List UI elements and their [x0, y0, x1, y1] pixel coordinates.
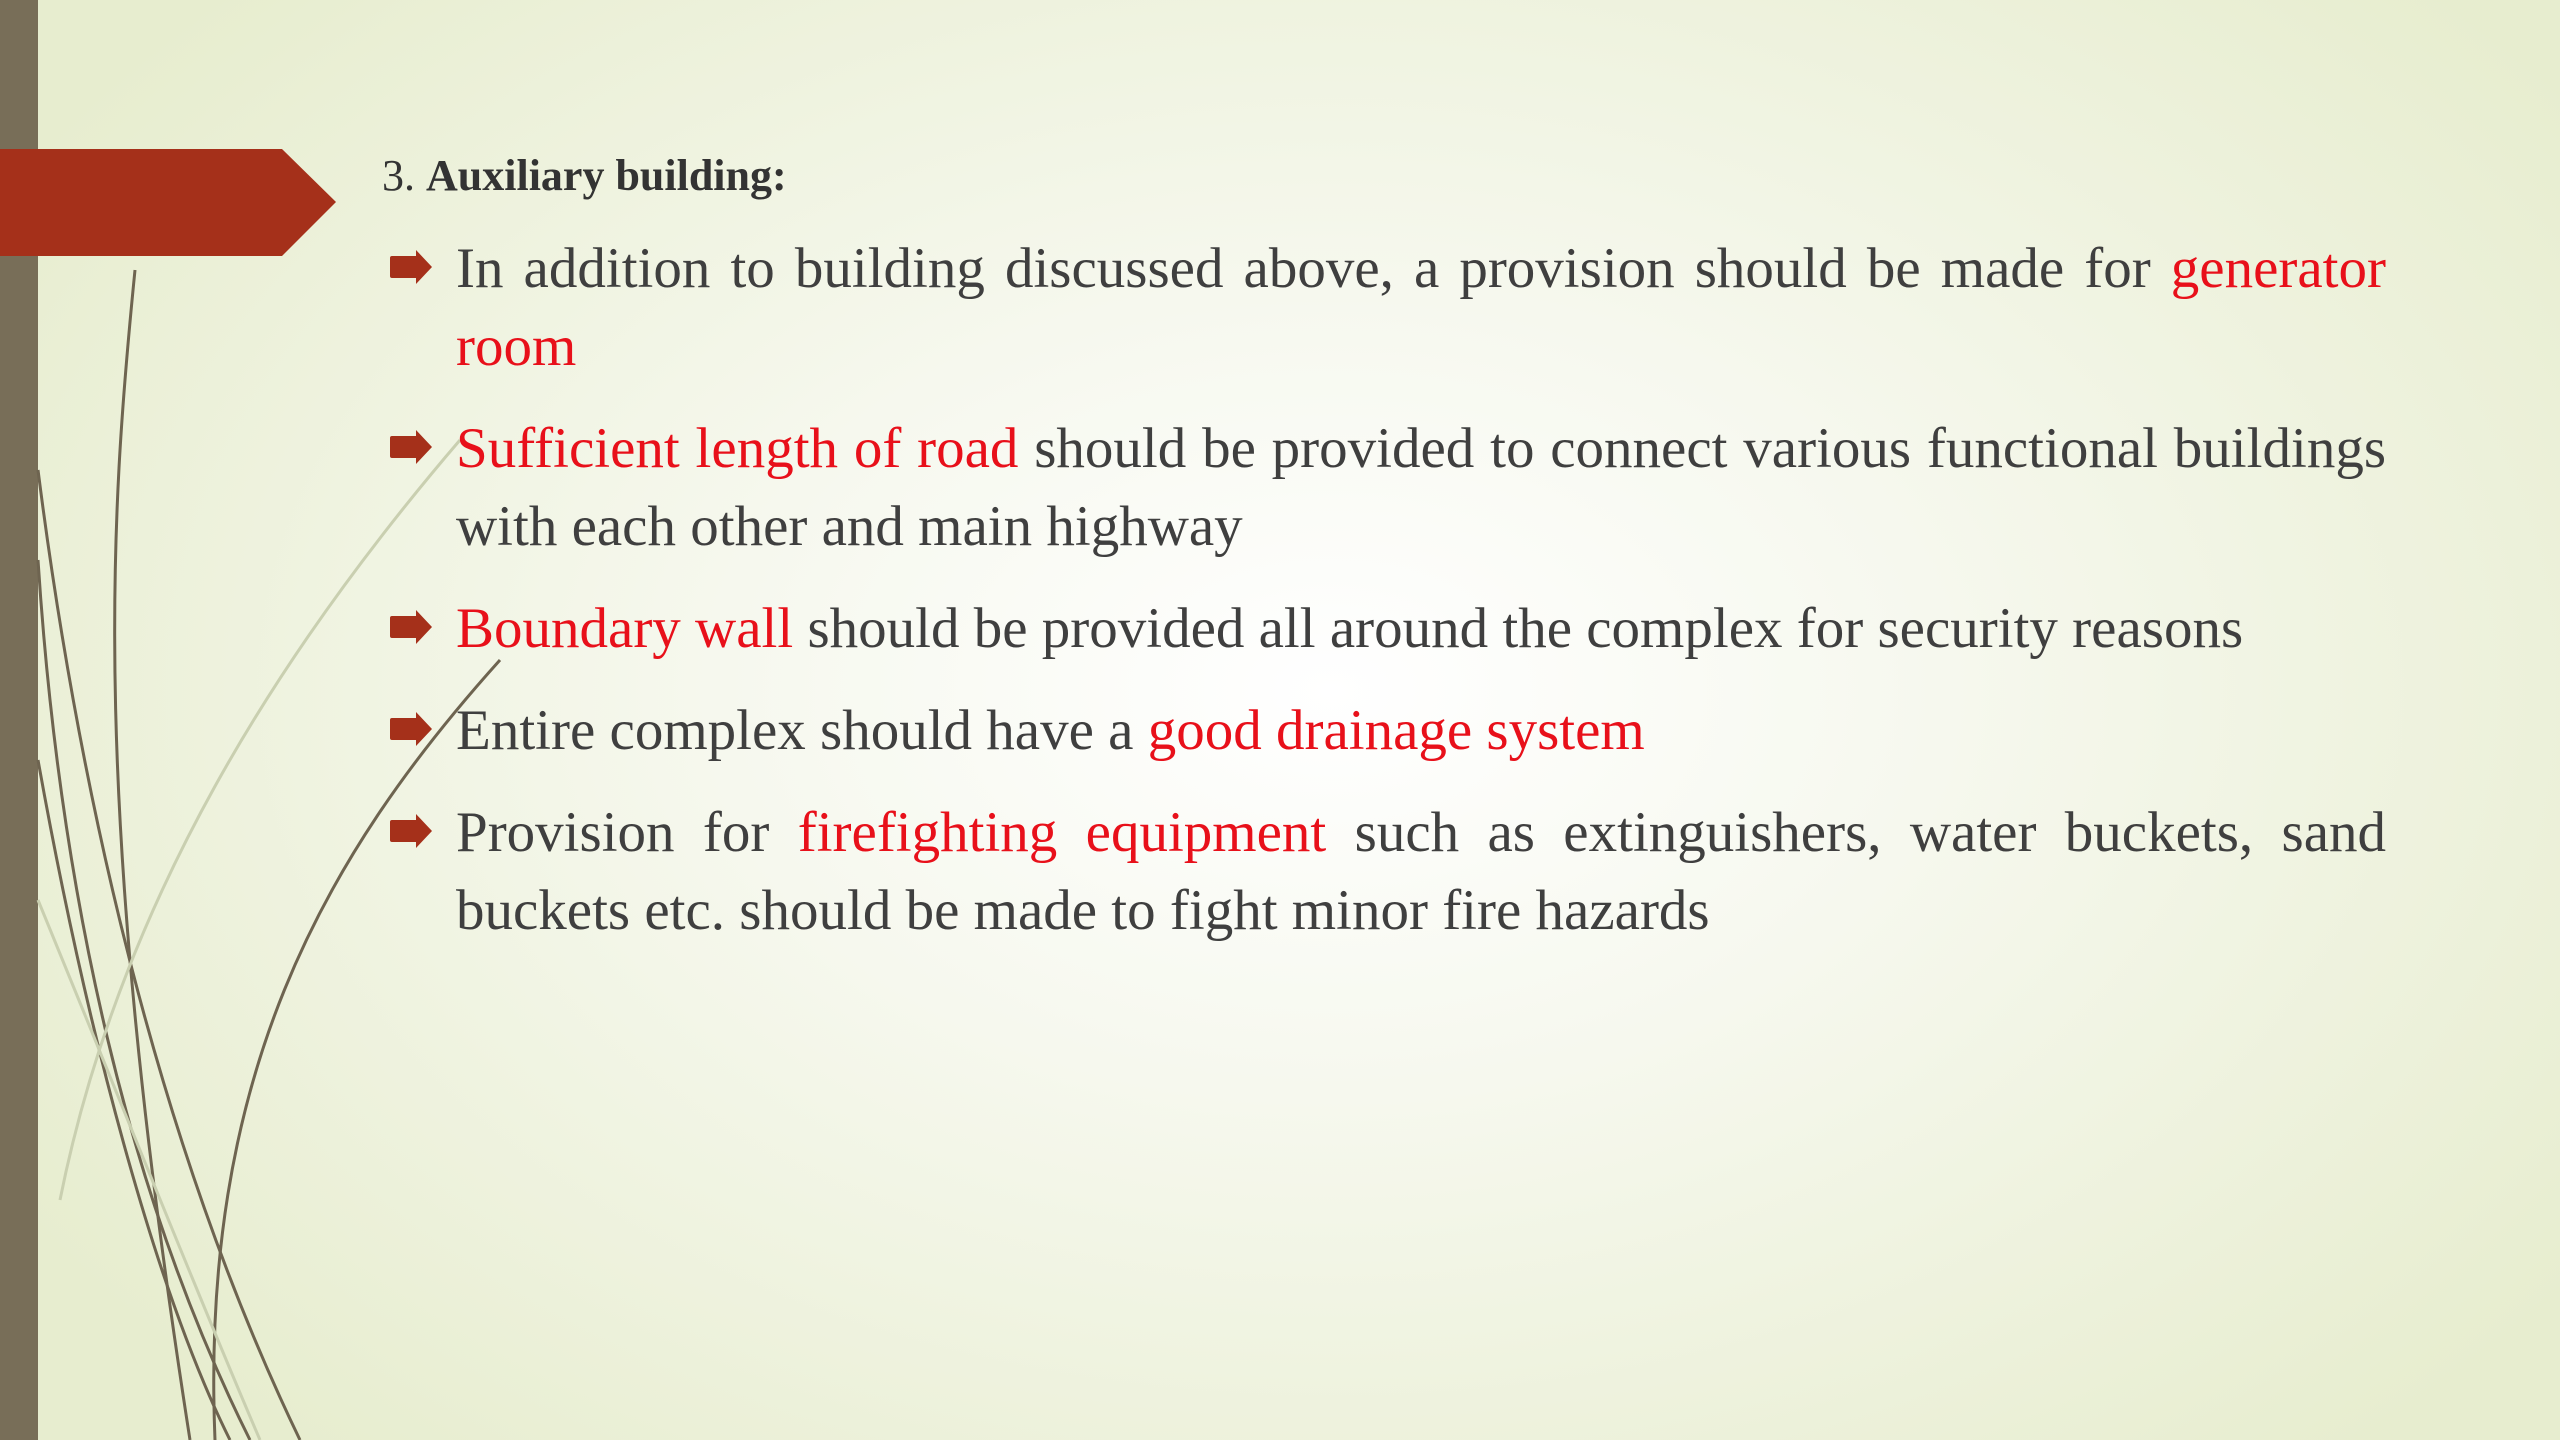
slide-title: [382, 150, 787, 203]
highlighted-text: good drainage system: [1147, 699, 1645, 762]
highlighted-text: generator room: [456, 237, 2386, 378]
title-tab-shape: [0, 149, 336, 256]
highlighted-text: firefighting equipment: [797, 801, 1327, 864]
bullet-list: [386, 230, 2386, 974]
bullet-text: should be provided to connect various functional buildings with each other and main highway: [456, 417, 2386, 558]
bullet-item: [386, 230, 2386, 386]
bullet-text: should be provided all around the complex for security reasons: [793, 597, 2244, 660]
title-number: 3.: [382, 151, 415, 200]
title-label: Auxiliary building:: [426, 151, 787, 200]
bullet-item: [386, 410, 2386, 566]
arrow-bullet-icon: [386, 712, 434, 746]
highlighted-text: Sufficient length of road: [456, 417, 1019, 480]
bullet-text: Provision for: [456, 801, 798, 864]
bullet-text: In addition to building discussed above, a provision should be made for: [456, 237, 2171, 300]
bullet-item: [386, 590, 2386, 668]
bullet-text: Entire complex should have a: [456, 699, 1148, 762]
bullet-item: [386, 794, 2386, 950]
arrow-bullet-icon: [386, 814, 434, 848]
bullet-text: such as extinguishers, water buckets, sand buckets etc. should be made to fight minor fire hazards: [456, 801, 2387, 942]
arrow-bullet-icon: [386, 250, 434, 284]
arrow-bullet-icon: [386, 430, 434, 464]
bullet-item: [386, 692, 2386, 770]
arrow-bullet-icon: [386, 610, 434, 644]
highlighted-text: Boundary wall: [456, 597, 794, 660]
